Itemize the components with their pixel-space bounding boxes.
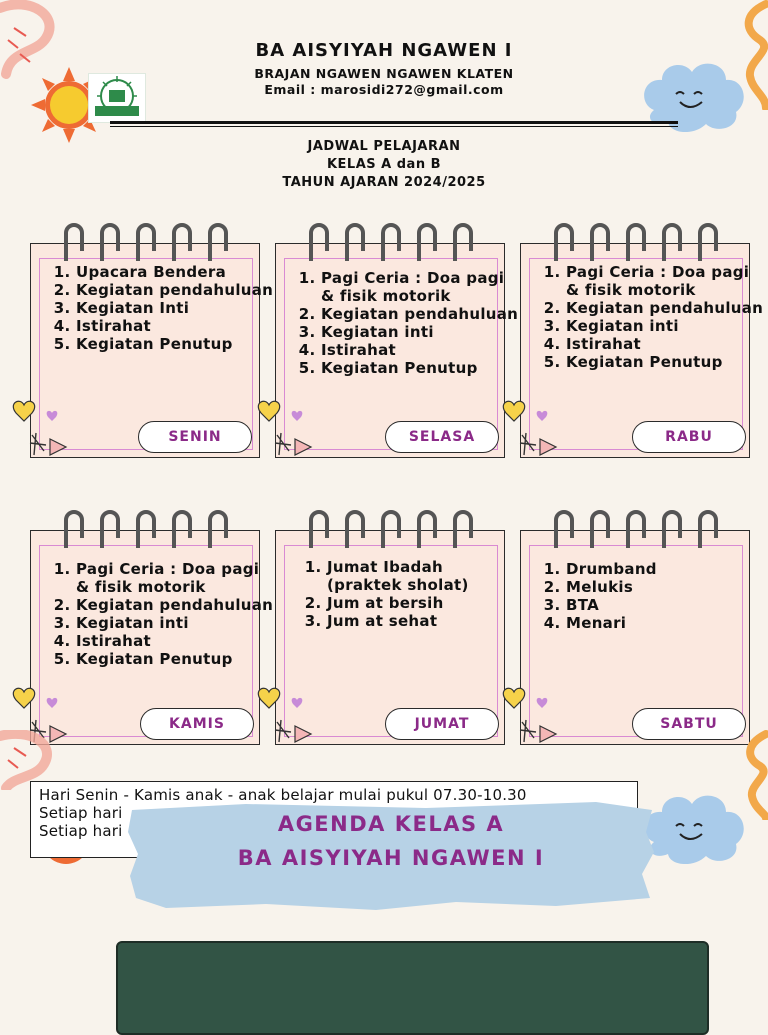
list-item: 1. Jumat Ibadah (praktek sholat): [327, 558, 523, 594]
school-name: BA AISYIYAH NGAWEN I: [255, 40, 513, 61]
spiral-rings-icon: [60, 508, 230, 550]
heart-arrow-decoration: [502, 399, 572, 459]
activity-list: [542, 263, 766, 409]
day-label-selasa: SELASA: [385, 421, 499, 453]
spiral-rings-icon: [305, 221, 475, 263]
day-label-senin: SENIN: [138, 421, 252, 453]
list-item: 1. Drumband: [566, 560, 766, 578]
day-label-rabu: RABU: [632, 421, 746, 453]
header-divider-thin: [110, 126, 678, 127]
heart-arrow-decoration: [502, 686, 572, 746]
list-item: 2. Kegiatan pendahuluan: [76, 596, 276, 614]
schedule-card-jumat: [275, 520, 507, 745]
list-item: 4. Menari: [566, 614, 766, 632]
list-item: 4. Istirahat: [76, 632, 276, 650]
header-divider: [110, 121, 678, 124]
list-item: 3. Kegiatan inti: [566, 317, 766, 335]
spiral-rings-icon: [550, 221, 720, 263]
school-address: BRAJAN NGAWEN NGAWEN KLATEN: [254, 66, 514, 81]
agenda-title: AGENDA KELAS A: [277, 812, 505, 836]
list-item: 1. Pagi Ceria : Doa pagi & fisik motorik: [76, 560, 276, 596]
list-item: 2. Jum at bersih: [327, 594, 523, 612]
list-item: 5. Kegiatan Penutup: [321, 359, 521, 377]
list-item: 3. BTA: [566, 596, 766, 614]
day-label-sabtu: SABTU: [632, 708, 746, 740]
list-item: 2. Kegiatan pendahuluan: [76, 281, 276, 299]
spiral-rings-icon: [550, 508, 720, 550]
list-item: 1. Pagi Ceria : Doa pagi & fisik motorik: [321, 269, 521, 305]
activity-list: [52, 263, 276, 409]
spiral-rings-icon: [305, 508, 475, 550]
list-item: 4. Istirahat: [321, 341, 521, 359]
schedule-card-kamis: [30, 520, 274, 745]
list-item: 3. Kegiatan Inti: [76, 299, 276, 317]
list-item: 1. Pagi Ceria : Doa pagi & fisik motorik: [566, 263, 766, 299]
info-line-3: Setiap hari: [39, 822, 123, 840]
smiling-cloud-icon: [640, 790, 750, 870]
heart-arrow-decoration: [12, 399, 82, 459]
list-item: 4. Istirahat: [76, 317, 276, 335]
list-item: 5. Kegiatan Penutup: [76, 335, 276, 353]
activity-list: [303, 558, 523, 704]
schedule-title: JADWAL PELAJARAN: [307, 139, 461, 154]
list-item: 5. Kegiatan Penutup: [76, 650, 276, 668]
list-item: 2. Kegiatan pendahuluan: [321, 305, 521, 323]
list-item: 2. Melukis: [566, 578, 766, 596]
list-item: 4. Istirahat: [566, 335, 766, 353]
spiral-rings-icon: [60, 221, 230, 263]
list-item: 3. Kegiatan inti: [76, 614, 276, 632]
day-label-jumat: JUMAT: [385, 708, 499, 740]
list-item: 3. Jum at sehat: [327, 612, 523, 630]
list-item: 1. Upacara Bendera: [76, 263, 276, 281]
schedule-card-rabu: [520, 233, 764, 458]
activity-list: [297, 269, 521, 425]
schedule-year: TAHUN AJARAN 2024/2025: [282, 175, 486, 190]
info-line-2: Setiap hari: [39, 804, 123, 822]
list-item: 3. Kegiatan inti: [321, 323, 521, 341]
info-line-hours: Hari Senin - Kamis anak - anak belajar mulai pukul 07.30-10.30: [39, 786, 527, 804]
heart-arrow-decoration: [257, 399, 327, 459]
list-item: 5. Kegiatan Penutup: [566, 353, 766, 371]
schedule-card-senin: [30, 233, 274, 458]
schedule-card-selasa: [275, 233, 519, 458]
heart-arrow-decoration: [257, 686, 327, 746]
schedule-card-sabtu: [520, 520, 752, 745]
agenda-subtitle: BA AISYIYAH NGAWEN I: [237, 846, 545, 870]
day-label-kamis: KAMIS: [140, 708, 254, 740]
school-email: Email : marosidi272@gmail.com: [264, 82, 504, 97]
activity-list: [52, 560, 276, 706]
activity-list: [542, 560, 766, 706]
schedule-class: KELAS A dan B: [326, 157, 442, 172]
list-item: 2. Kegiatan pendahuluan: [566, 299, 766, 317]
chalkboard: [116, 941, 709, 1035]
